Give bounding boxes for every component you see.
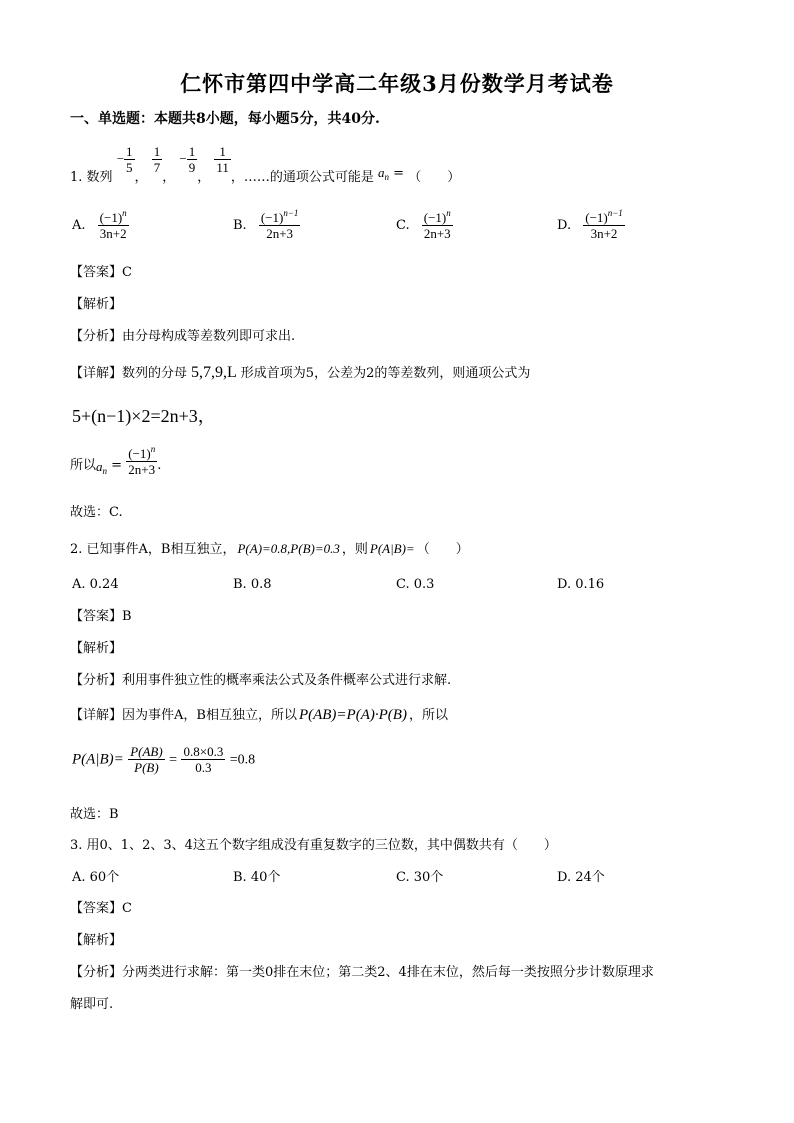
q2-option-a: A. 0.24 <box>72 577 119 592</box>
q2-ask: P(A|B)= <box>369 541 415 556</box>
q2-calculation: P(A|B)= $\frac{P(AB)}{P(B)}$ = $\frac{0.8\times 0.3}{0.3}$ =0.8 <box>72 744 256 775</box>
page-title: 仁怀市第四中学高二年级3月份数学月考试卷 <box>180 71 614 96</box>
q1-formula: 5+(n−1)×2=2n+3， <box>72 406 216 426</box>
section-heading: 一、单选题：本题共8小题，每小题5分，共40分. <box>70 111 380 127</box>
q1-xiangjie: 【详解】数列的分母 5,7,9,L 形成首项为5，公差为2的等差数列，则通项公式为 <box>70 364 531 381</box>
q1-analysis-label: 【解析】 <box>70 297 123 312</box>
q1-term-1: − $\frac{1}{5}$ <box>116 144 133 175</box>
q3-option-c: C. 30个 <box>396 870 444 885</box>
q1-term-4: $\frac{1}{11}$ <box>216 144 229 175</box>
q1-denominator-sequence: 5,7,9,L <box>191 364 237 381</box>
q1-an: $a_n$ = <box>378 165 405 182</box>
q2-conclusion: 故选：B <box>70 807 119 822</box>
q1-blank: （ ） <box>408 170 461 185</box>
q3-fenxi-line-2: 解即可. <box>70 997 114 1012</box>
q3-analysis-label: 【解析】 <box>70 933 123 948</box>
question-3-stem: 3. 用0、1、2、3、4这五个数字组成没有重复数字的三位数，其中偶数共有（ ） <box>70 838 557 853</box>
q2-fenxi: 【分析】利用事件独立性的概率乘法公式及条件概率公式进行求解. <box>70 673 452 688</box>
q1-option-c: C. $\frac{(-1)^n}{2n+3}$ <box>396 208 451 241</box>
q1-answer: 【答案】C <box>70 265 132 280</box>
q1-suffix: ……的通项公式可能是 <box>243 170 374 185</box>
question-2-stem: 2. 已知事件A，B相互独立， P(A)=0.8,P(B)=0.3 ，则 P(A|B)= （ ） <box>70 541 469 557</box>
q2-product-rule: P(AB)=P(A)·P(B) <box>298 707 407 723</box>
q1-term-3: − $\frac{1}{9}$ <box>179 144 196 175</box>
q2-option-d: D. 0.16 <box>557 577 605 592</box>
q3-answer: 【答案】C <box>70 901 132 916</box>
q2-analysis-label: 【解析】 <box>70 641 123 656</box>
q1-final: 所以$a_n$ = $\frac{(-1)^n}{2n+3}$ . <box>70 444 162 477</box>
q3-option-d: D. 24个 <box>557 870 605 885</box>
q1-term-2: $\frac{1}{7}$ <box>153 144 161 175</box>
q3-option-b: B. 40个 <box>233 870 281 885</box>
q1-conclusion: 故选：C. <box>70 505 123 520</box>
q2-xiangjie: 【详解】因为事件A，B相互独立，所以 P(AB)=P(A)·P(B) ，所以 <box>70 707 448 723</box>
question-1-stem: 1. 数列 − $\frac{1}{5}$ ， $\frac{1}{7}$ ， − $\frac{1}{9}$ ， $\frac{1}{11}$ ，……的通项公式可能是 $a_n$ = （ ） <box>70 144 461 185</box>
q2-answer: 【答案】B <box>70 609 132 624</box>
q2-option-c: C. 0.3 <box>396 577 435 592</box>
q1-fenxi: 【分析】由分母构成等差数列即可求出. <box>70 329 296 344</box>
q3-option-a: A. 60个 <box>72 870 120 885</box>
q1-option-a: A. $\frac{(-1)^n}{3n+2}$ <box>72 208 127 241</box>
q2-given: P(A)=0.8,P(B)=0.3 <box>237 541 340 556</box>
q1-prefix: 1. 数列 <box>70 170 113 185</box>
q2-option-b: B. 0.8 <box>233 577 272 592</box>
q1-option-d: D. $\frac{(-1)^{n-1}}{3n+2}$ <box>557 208 623 241</box>
q3-fenxi-line-1: 【分析】分两类进行求解：第一类0排在末位；第二类2、4排在末位，然后每一类按照分步计数原理求 <box>70 965 654 980</box>
q1-option-b: B. $\frac{(-1)^{n-1}}{2n+3}$ <box>233 208 299 241</box>
